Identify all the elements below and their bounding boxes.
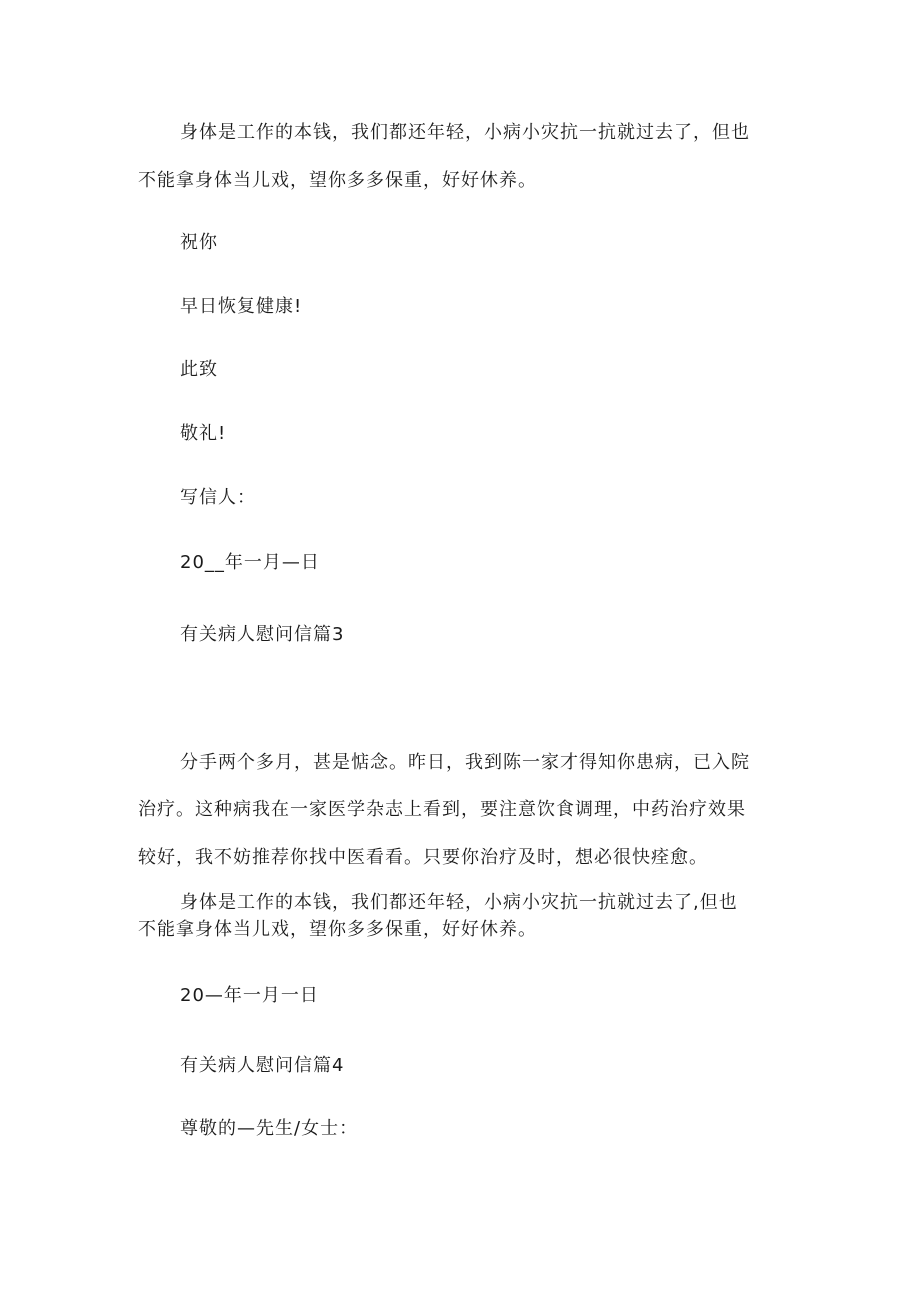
- wish-text: 早日恢复健康!: [180, 296, 303, 317]
- paragraph-line: 治疗。这种病我在一家医学杂志上看到，要注意饮食调理，中药治疗效果: [138, 799, 746, 820]
- writer-label: 写信人：: [180, 487, 256, 508]
- paragraph-line: 身体是工作的本钱，我们都还年轻，小病小灾抗一抗就过去了，但也: [180, 122, 750, 143]
- date: 20—年一月一日: [180, 985, 319, 1006]
- closing: 此致: [180, 359, 218, 380]
- salute: 敬礼!: [180, 423, 227, 444]
- paragraph-line: 不能拿身体当儿戏，望你多多保重，好好休养。: [138, 919, 537, 940]
- paragraph-line: 较好，我不妨推荐你找中医看看。只要你治疗及时，想必很快痊愈。: [138, 847, 708, 868]
- paragraph-line: 不能拿身体当儿戏，望你多多保重，好好休养。: [138, 170, 537, 191]
- paragraph-line: 分手两个多月，甚是惦念。昨日，我到陈一家才得知你患病，已入院: [180, 752, 750, 773]
- date: 20__年一月—日: [180, 552, 320, 573]
- section-heading: 有关病人慰问信篇3: [180, 624, 345, 645]
- section-heading: 有关病人慰问信篇4: [180, 1055, 345, 1076]
- greeting: 尊敬的—先生/女士：: [180, 1118, 359, 1139]
- paragraph-line: 身体是工作的本钱，我们都还年轻，小病小灾抗一抗就过去了,但也: [180, 892, 738, 913]
- wish-label: 祝你: [180, 232, 218, 253]
